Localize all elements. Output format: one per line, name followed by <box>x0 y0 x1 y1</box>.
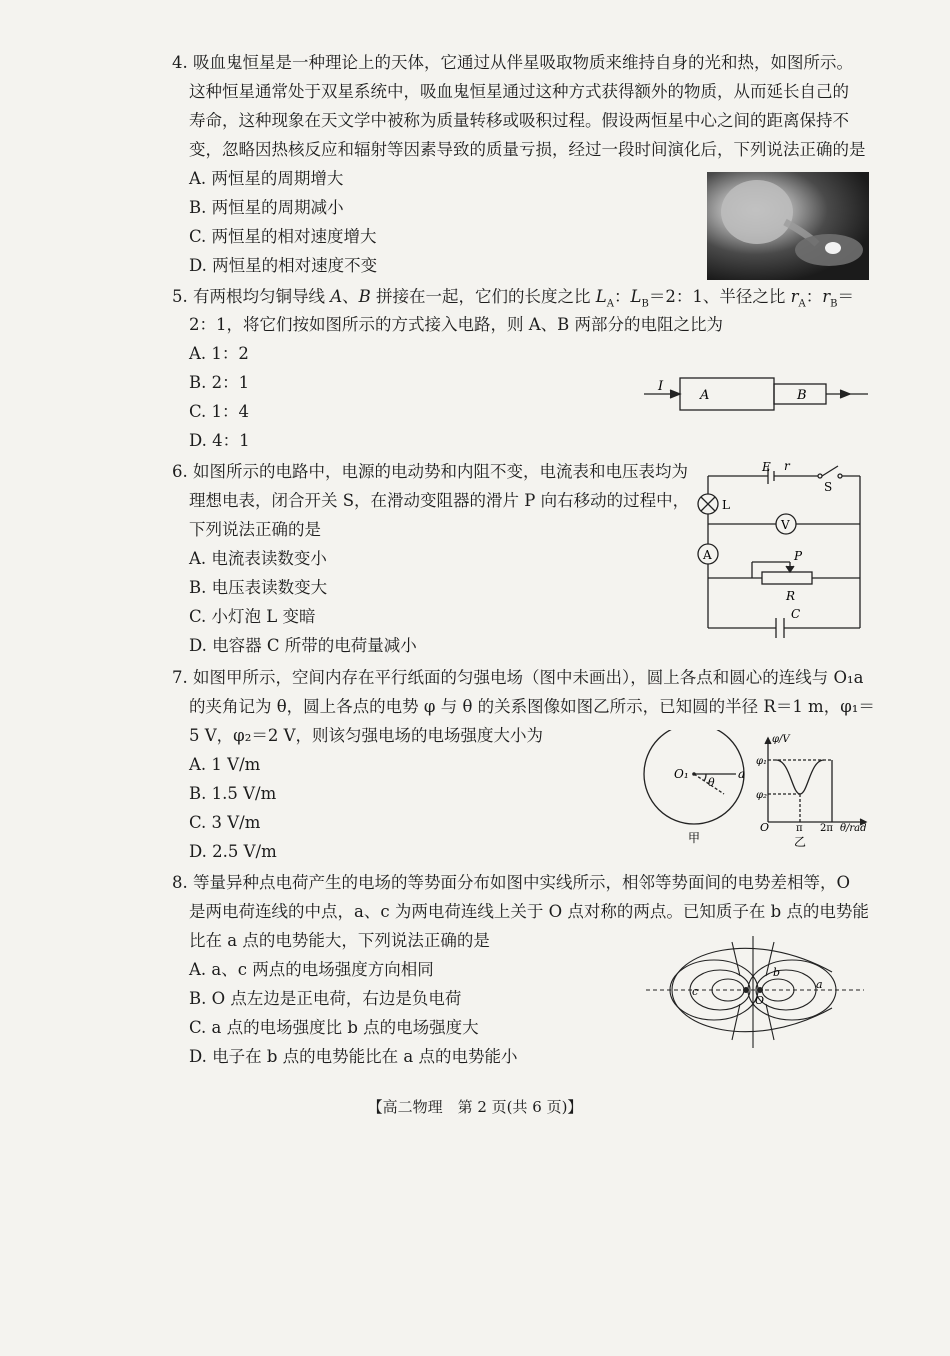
q4-option-b: B. 两恒星的周期减小 <box>189 198 344 217</box>
q4-stem-line-4: 变，忽略因热核反应和辐射等因素导致的质量亏损，经过一段时间演化后，下列说法正确的是 <box>189 140 866 159</box>
point-a-label: a <box>738 767 746 781</box>
q6-option-c: C. 小灯泡 L 变暗 <box>189 607 316 626</box>
q5-option-a: A. 1：2 <box>189 344 249 363</box>
internal-resistance-label: r <box>784 459 790 473</box>
conductor-b-label: B <box>797 388 807 403</box>
q7-option-a: A. 1 V/m <box>189 755 261 774</box>
field-circle-figure <box>636 730 868 850</box>
rheostat-label: R <box>786 589 796 603</box>
current-label: I <box>658 379 664 394</box>
voltmeter-label: V <box>781 518 790 532</box>
ammeter-label: A <box>703 548 712 562</box>
q8-option-d: D. 电子在 b 点的电势能比在 a 点的电势能小 <box>189 1047 518 1066</box>
graph-origin-label: O <box>760 821 770 834</box>
midpoint-o-label: O <box>755 994 765 1007</box>
q4-stem-line-2: 这种恒星通常处于双星系统中，吸血鬼恒星通过这种方式获得额外的物质，从而延长自己的 <box>189 82 849 101</box>
q7-option-c: C. 3 V/m <box>189 813 261 832</box>
q4-stem-line-1: 4. 吸血鬼恒星是一种理论上的天体，它通过从伴星吸取物质来维持自身的光和热，如图所示。 <box>172 53 853 72</box>
center-label: O₁ <box>674 767 689 781</box>
q5-stem-line-1: 5. 有两根均匀铜导线 A、B 拼接在一起，它们的长度之比 $L_A$：$L_B=2$：1、半径之比 $r_A$：$r_B=$ <box>172 287 854 310</box>
graph-x-label: θ/rad <box>840 823 867 834</box>
q4-option-c: C. 两恒星的相对速度增大 <box>189 227 377 246</box>
q4-option-d: D. 两恒星的相对速度不变 <box>189 256 378 275</box>
equipotential-figure <box>642 932 868 1052</box>
q6-stem-line-1: 6. 如图所示的电路中，电源的电动势和内阻不变，电流表和电压表均为 <box>172 462 688 481</box>
q4-option-a: A. 两恒星的周期增大 <box>189 169 344 188</box>
slider-label: P <box>794 549 803 563</box>
q7-option-b: B. 1.5 V/m <box>189 784 277 803</box>
q8-option-c: C. a 点的电场强度比 b 点的电场强度大 <box>189 1018 479 1037</box>
q7-option-d: D. 2.5 V/m <box>189 842 277 861</box>
figure-yi-label: 乙 <box>794 835 807 849</box>
theta-label: θ <box>708 776 715 789</box>
q6-stem-line-2: 理想电表，闭合开关 S，在滑动变阻器的滑片 P 向右移动的过程中， <box>189 491 690 510</box>
q8-option-b: B. O 点左边是正电荷，右边是负电荷 <box>189 989 462 1008</box>
q5-option-d: D. 4：1 <box>189 431 250 450</box>
q8-stem-line-1: 8. 等量异种点电荷产生的电场的等势面分布如图中实线所示，相邻等势面间的电势差相等，O <box>172 873 851 892</box>
vampire-star-image <box>707 172 869 280</box>
capacitor-label: C <box>791 607 801 621</box>
point-a-label: a <box>816 978 823 991</box>
page-footer: 【高二物理 第 2 页(共 6 页)】 <box>367 1098 583 1116</box>
point-c-label: c <box>692 985 699 998</box>
q5-option-b: B. 2：1 <box>189 373 250 392</box>
q7-stem-line-3: 5 V，φ₂＝2 V，则该匀强电场的电场强度大小为 <box>189 726 543 745</box>
switch-label: S <box>824 480 833 494</box>
lamp-label: L <box>722 498 730 512</box>
graph-pi-label: π <box>796 823 803 834</box>
q6-option-a: A. 电流表读数变小 <box>189 549 327 568</box>
q7-stem-line-1: 7. 如图甲所示，空间内存在平行纸面的匀强电场（图中未画出），圆上各点和圆心的连线与 O₁a <box>172 668 864 687</box>
circuit-figure <box>690 456 872 646</box>
phi2-label: φ₂ <box>756 790 768 801</box>
q5-stem-line-2: 2：1，将它们按如图所示的方式接入电路，则 A、B 两部分的电阻之比为 <box>189 315 724 334</box>
q6-stem-line-3: 下列说法正确的是 <box>189 520 321 539</box>
q5-option-c: C. 1：4 <box>189 402 250 421</box>
conductor-a-label: A <box>700 388 710 403</box>
q7-stem-line-2: 的夹角记为 θ，圆上各点的电势 φ 与 θ 的关系图像如图乙所示，已知圆的半径 R＝1 m，φ₁＝ <box>189 697 875 716</box>
conductor-figure <box>640 372 872 416</box>
point-b-label: b <box>773 966 781 979</box>
emf-label: E <box>762 460 771 474</box>
graph-y-label: φ/V <box>772 734 790 745</box>
q8-option-a: A. a、c 两点的电场强度方向相同 <box>189 960 434 979</box>
graph-2pi-label: 2π <box>820 823 833 834</box>
q8-stem-line-3: 比在 a 点的电势能大，下列说法正确的是 <box>189 931 490 950</box>
phi1-label: φ₁ <box>756 756 768 767</box>
q8-stem-line-2: 是两电荷连线的中点，a、c 为两电荷连线上关于 O 点对称的两点。已知质子在 b 点的电势能 <box>189 902 869 921</box>
q6-option-b: B. 电压表读数变大 <box>189 578 328 597</box>
figure-jia-label: 甲 <box>688 831 701 845</box>
q4-stem-line-3: 寿命，这种现象在天文学中被称为质量转移或吸积过程。假设两恒星中心之间的距离保持不 <box>189 111 849 130</box>
q6-option-d: D. 电容器 C 所带的电荷量减小 <box>189 636 417 655</box>
